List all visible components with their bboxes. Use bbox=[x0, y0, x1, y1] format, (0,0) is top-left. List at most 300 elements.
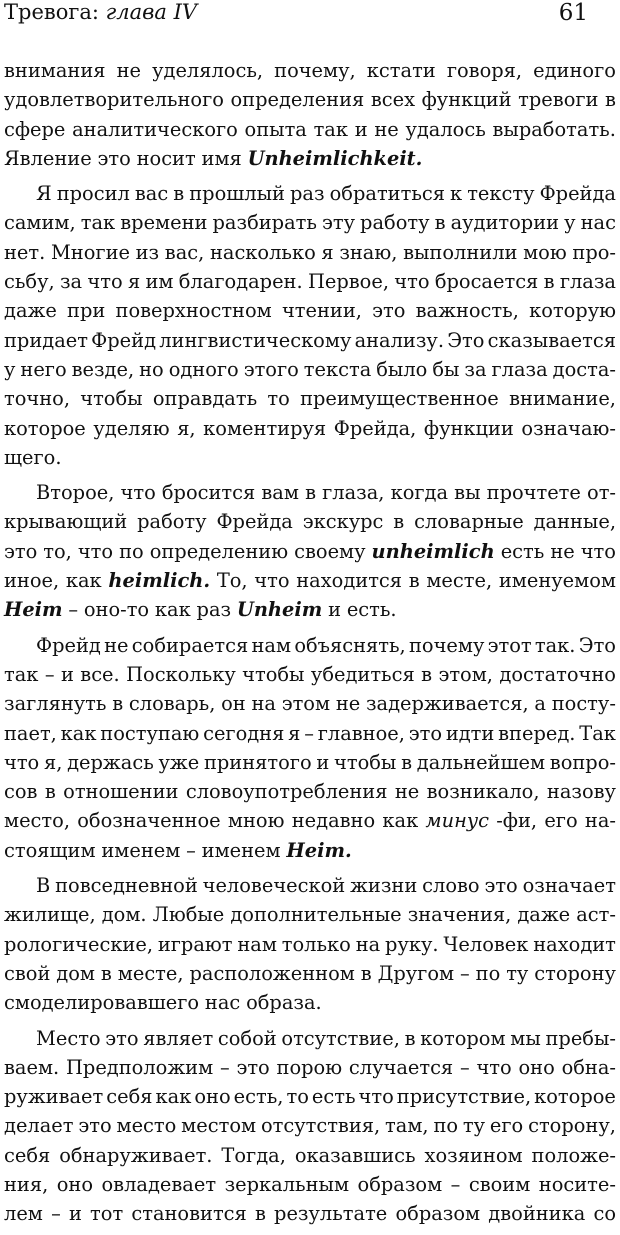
word: дальнейшем bbox=[416, 750, 546, 774]
word: только bbox=[281, 932, 351, 956]
text-line bbox=[4, 806, 616, 835]
word: минус bbox=[425, 809, 489, 833]
word: Unheimlichkeit. bbox=[247, 146, 423, 170]
word: – bbox=[186, 838, 196, 862]
word: своему bbox=[294, 539, 366, 563]
word: сторону bbox=[534, 961, 616, 985]
word: текста bbox=[303, 357, 372, 381]
word: нет. bbox=[4, 240, 46, 264]
word: сьбу, bbox=[4, 270, 55, 294]
word: за bbox=[59, 270, 83, 294]
word: в bbox=[393, 510, 405, 534]
word: есть. bbox=[346, 598, 397, 622]
word: объяснять, bbox=[294, 633, 406, 657]
word: назову bbox=[546, 780, 616, 804]
word: я bbox=[127, 270, 141, 294]
word: самим, bbox=[4, 211, 76, 235]
word: им bbox=[145, 270, 174, 294]
word: Фрейда bbox=[216, 510, 293, 534]
word: пребы- bbox=[545, 1026, 616, 1050]
word: Это bbox=[578, 633, 616, 657]
word: которое bbox=[4, 416, 86, 440]
word: я bbox=[321, 240, 334, 264]
word: есть bbox=[500, 539, 545, 563]
word: оправдать bbox=[152, 387, 258, 411]
word: тот bbox=[90, 1202, 124, 1226]
word: в bbox=[404, 1026, 416, 1050]
word: – bbox=[68, 598, 79, 622]
word: за bbox=[464, 357, 487, 381]
word: единого bbox=[533, 59, 616, 82]
text-line bbox=[4, 777, 616, 806]
word: нам bbox=[251, 633, 292, 657]
word: определению bbox=[149, 539, 289, 563]
word: этом bbox=[281, 692, 331, 716]
text-line bbox=[4, 208, 616, 237]
word: как bbox=[60, 721, 97, 745]
word: его bbox=[489, 1114, 524, 1138]
word: собирается bbox=[131, 633, 249, 657]
word: отношении bbox=[63, 780, 179, 804]
word: на bbox=[251, 692, 276, 716]
word: выработать. bbox=[492, 117, 616, 141]
word: стоящим bbox=[4, 838, 96, 862]
word: вопро- bbox=[549, 750, 616, 774]
word: а bbox=[534, 692, 546, 716]
word: место, bbox=[4, 809, 70, 833]
word: ту bbox=[462, 1114, 486, 1138]
word: от- bbox=[587, 481, 616, 505]
paragraph bbox=[4, 478, 616, 624]
word: чтении, bbox=[281, 299, 362, 323]
word: оно bbox=[518, 1055, 555, 1079]
word: В bbox=[36, 874, 51, 898]
word: щего. bbox=[4, 445, 62, 469]
word: разбирать bbox=[212, 211, 317, 235]
word: – bbox=[304, 721, 314, 745]
word: это bbox=[372, 299, 406, 323]
word: себя bbox=[4, 1143, 51, 1167]
word: удалось bbox=[405, 117, 486, 141]
word: просил bbox=[56, 182, 130, 206]
word: на- bbox=[584, 809, 616, 833]
word: в bbox=[605, 88, 616, 112]
word: выполнили bbox=[403, 240, 518, 264]
word: Фрейда bbox=[539, 182, 616, 206]
text-line bbox=[4, 144, 616, 173]
word: Я bbox=[36, 182, 52, 206]
word: Это bbox=[447, 328, 485, 352]
word: вас, bbox=[164, 240, 205, 264]
word: у bbox=[564, 211, 576, 235]
text-line bbox=[4, 566, 616, 595]
word: образа. bbox=[246, 991, 322, 1015]
word: аудитории bbox=[450, 211, 560, 235]
word: повседневной bbox=[55, 874, 198, 898]
word: оказавшись bbox=[294, 1143, 416, 1167]
word: насколько bbox=[209, 240, 316, 264]
word: важность, bbox=[415, 299, 519, 323]
text-line bbox=[4, 179, 616, 208]
word: порою bbox=[276, 1055, 343, 1079]
word: сов bbox=[4, 780, 38, 804]
word: знаю, bbox=[339, 240, 398, 264]
word: зеркальным bbox=[224, 1172, 350, 1196]
word: что bbox=[254, 569, 290, 593]
word: что bbox=[358, 1085, 394, 1109]
word: и bbox=[316, 750, 330, 774]
word: удовлетворительного bbox=[4, 88, 224, 112]
word: обна- bbox=[561, 1055, 616, 1079]
word: коментируя bbox=[203, 416, 327, 440]
word: то bbox=[286, 1085, 309, 1109]
word: прочтете bbox=[486, 481, 581, 505]
text-line bbox=[4, 56, 616, 85]
text-line bbox=[4, 1199, 616, 1228]
word: не bbox=[394, 780, 420, 804]
word: что bbox=[476, 1055, 512, 1079]
word: Любые bbox=[152, 903, 225, 927]
word: Unheim bbox=[236, 598, 323, 622]
word: нас bbox=[580, 211, 616, 235]
word: этом, bbox=[438, 662, 493, 686]
word: нам bbox=[237, 932, 277, 956]
word: доста- bbox=[552, 357, 616, 381]
text-line bbox=[4, 478, 616, 507]
word: месте, bbox=[117, 961, 184, 985]
word: говоря, bbox=[446, 59, 523, 82]
word: заглянуть bbox=[4, 692, 107, 716]
text-line bbox=[4, 660, 616, 689]
text-line bbox=[4, 1111, 616, 1140]
word: – bbox=[44, 662, 55, 686]
word: всех bbox=[370, 88, 416, 112]
text-line bbox=[4, 1024, 616, 1053]
word: жизни bbox=[350, 874, 418, 898]
word: это bbox=[408, 721, 442, 745]
word: что bbox=[394, 270, 430, 294]
word: бросается bbox=[434, 270, 539, 294]
word: то, bbox=[43, 539, 72, 563]
word: вперед. bbox=[498, 721, 576, 745]
word: сфере bbox=[4, 117, 66, 141]
word: присутствие, bbox=[396, 1085, 532, 1109]
word: в bbox=[401, 750, 413, 774]
text-line bbox=[4, 689, 616, 718]
word: Многие bbox=[50, 240, 130, 264]
word: – bbox=[219, 1055, 230, 1079]
word: про- bbox=[572, 240, 616, 264]
word: нас bbox=[204, 991, 241, 1015]
word: Тогда, bbox=[221, 1143, 286, 1167]
word: рологические, bbox=[4, 932, 153, 956]
word: которое bbox=[534, 1085, 616, 1109]
text-line bbox=[4, 1053, 616, 1082]
word: и bbox=[354, 117, 368, 141]
word: чтобы bbox=[242, 662, 305, 686]
word: я, bbox=[177, 416, 196, 440]
text-line bbox=[4, 988, 616, 1017]
word: определения bbox=[230, 88, 365, 112]
word: есть bbox=[311, 1085, 356, 1109]
text-line bbox=[4, 631, 616, 660]
word: Heim. bbox=[286, 838, 352, 862]
text-line bbox=[4, 719, 616, 748]
word: оно-то bbox=[83, 598, 150, 622]
word: что bbox=[4, 750, 40, 774]
word: находится bbox=[296, 569, 403, 593]
text-line bbox=[4, 748, 616, 777]
word: руку. bbox=[385, 932, 439, 956]
word: это bbox=[78, 1114, 112, 1138]
word: и bbox=[328, 598, 341, 622]
word: лем bbox=[4, 1202, 43, 1226]
word: это bbox=[4, 539, 38, 563]
word: Фрейда, bbox=[333, 416, 417, 440]
word: вам bbox=[261, 481, 299, 505]
word: почему bbox=[408, 633, 485, 657]
word: мною bbox=[227, 809, 285, 833]
word: со bbox=[593, 1202, 616, 1226]
word: глаза, bbox=[322, 481, 385, 505]
word: как bbox=[155, 1085, 192, 1109]
text-line bbox=[4, 85, 616, 114]
word: и bbox=[60, 662, 74, 686]
word: руживает bbox=[4, 1085, 104, 1109]
word: везде, bbox=[71, 357, 135, 381]
word: было bbox=[376, 357, 428, 381]
page-header bbox=[0, 0, 620, 44]
word: так bbox=[313, 117, 348, 141]
word: при bbox=[67, 299, 106, 323]
word: этот bbox=[487, 633, 532, 657]
word: делает bbox=[4, 1114, 74, 1138]
running-title bbox=[0, 0, 197, 23]
word: себя bbox=[106, 1085, 153, 1109]
word: достаточно bbox=[499, 662, 616, 686]
body-text bbox=[4, 56, 616, 1235]
word: по bbox=[433, 1114, 459, 1138]
word: точно, bbox=[4, 387, 70, 411]
word: ваем. bbox=[4, 1055, 60, 1079]
word: местом bbox=[181, 1114, 257, 1138]
word: почему, bbox=[274, 59, 356, 82]
word: Второе, bbox=[36, 481, 115, 505]
word: в bbox=[305, 481, 316, 505]
word: на bbox=[355, 932, 381, 956]
word: – bbox=[459, 1055, 470, 1079]
word: Поскольку bbox=[126, 662, 236, 686]
word: означаю- bbox=[521, 416, 616, 440]
word: двойника bbox=[488, 1202, 586, 1226]
word: человеческой bbox=[202, 874, 346, 898]
word: – bbox=[460, 961, 470, 985]
word: это bbox=[97, 146, 131, 170]
word: именем bbox=[201, 838, 281, 862]
word: преимущественное bbox=[300, 387, 499, 411]
running-title-italic: глава IV bbox=[105, 0, 198, 24]
word: к bbox=[450, 182, 463, 206]
word: что bbox=[120, 481, 156, 505]
word: дом bbox=[56, 961, 95, 985]
word: в bbox=[254, 1202, 266, 1226]
text-line bbox=[4, 1141, 616, 1170]
page-number: 61 bbox=[558, 0, 588, 26]
text-line bbox=[4, 836, 616, 865]
word: Фрейд bbox=[91, 328, 157, 352]
word: задерживается, bbox=[365, 692, 529, 716]
text-line bbox=[4, 267, 616, 296]
word: ту bbox=[506, 961, 529, 985]
word: я bbox=[288, 721, 301, 745]
word: дом. bbox=[101, 903, 147, 927]
word: имя bbox=[201, 146, 242, 170]
word: держась bbox=[67, 750, 154, 774]
word: тревоги bbox=[518, 88, 599, 112]
word: свой bbox=[4, 961, 51, 985]
word: кстати bbox=[366, 59, 436, 82]
word: уделяю bbox=[93, 416, 170, 440]
word: слово bbox=[422, 874, 480, 898]
text-line bbox=[4, 871, 616, 900]
word: отсутствия, bbox=[260, 1114, 381, 1138]
word: в bbox=[434, 211, 446, 235]
word: глаза bbox=[559, 270, 616, 294]
word: опыта bbox=[244, 117, 307, 141]
word: уделялось, bbox=[152, 59, 264, 82]
word: и bbox=[68, 1202, 82, 1226]
text-line bbox=[4, 507, 616, 536]
word: Другом bbox=[377, 961, 455, 985]
word: но bbox=[139, 357, 164, 381]
word: одного bbox=[168, 357, 239, 381]
word: прошлый bbox=[189, 182, 285, 206]
word: играют bbox=[157, 932, 233, 956]
word: образом bbox=[395, 1202, 481, 1226]
word: внимания bbox=[4, 59, 106, 82]
text-line bbox=[4, 238, 616, 267]
word: лингвистическому bbox=[159, 328, 352, 352]
text-line bbox=[4, 959, 616, 988]
word: там, bbox=[385, 1114, 429, 1138]
word: придает bbox=[4, 328, 88, 352]
word: в bbox=[421, 662, 433, 686]
word: пает, bbox=[4, 721, 57, 745]
word: то bbox=[267, 387, 290, 411]
word: функций bbox=[421, 88, 512, 112]
word: не bbox=[374, 117, 399, 141]
word: этого bbox=[243, 357, 299, 381]
word: жилище, bbox=[4, 903, 96, 927]
word: это bbox=[236, 1055, 270, 1079]
word: Явление bbox=[4, 146, 92, 170]
text-line bbox=[4, 595, 616, 624]
word: бы bbox=[432, 357, 460, 381]
word: есть, bbox=[233, 1085, 284, 1109]
word: иное, bbox=[4, 569, 60, 593]
word: в bbox=[173, 182, 185, 206]
word: овладевает bbox=[101, 1172, 217, 1196]
word: эту bbox=[321, 211, 355, 235]
word: чтобы bbox=[80, 387, 143, 411]
word: все. bbox=[80, 662, 120, 686]
word: являет bbox=[143, 1026, 214, 1050]
word: место bbox=[116, 1114, 177, 1138]
paragraph bbox=[4, 56, 616, 173]
word: случается bbox=[348, 1055, 454, 1079]
word: словоупотребления bbox=[185, 780, 388, 804]
text-line bbox=[4, 414, 616, 443]
word: уже bbox=[158, 750, 200, 774]
word: идти bbox=[445, 721, 495, 745]
word: как bbox=[65, 569, 102, 593]
word: глаза bbox=[491, 357, 548, 381]
word: – bbox=[51, 1202, 61, 1226]
word: в bbox=[543, 270, 555, 294]
paragraph bbox=[4, 1024, 616, 1229]
word: функции bbox=[423, 416, 514, 440]
word: heimlich. bbox=[108, 569, 211, 593]
word: в bbox=[360, 961, 372, 985]
word: чтобы bbox=[334, 750, 397, 774]
word: дополнительные bbox=[230, 903, 402, 927]
word: поверхностном bbox=[115, 299, 272, 323]
word: сказывается bbox=[487, 328, 616, 352]
word: раз bbox=[196, 598, 232, 622]
word: данные, bbox=[533, 510, 616, 534]
word: экскурс bbox=[302, 510, 384, 534]
word: оно bbox=[194, 1085, 231, 1109]
word: словарные bbox=[414, 510, 524, 534]
word: результате bbox=[274, 1202, 388, 1226]
word: Предположим bbox=[66, 1055, 214, 1079]
word: что bbox=[87, 270, 123, 294]
word: внимание, bbox=[509, 387, 616, 411]
word: работу bbox=[360, 211, 430, 235]
word: расположенном bbox=[189, 961, 355, 985]
paragraph bbox=[4, 631, 616, 865]
word: главное, bbox=[317, 721, 405, 745]
word: находит bbox=[533, 932, 616, 956]
word: даже bbox=[517, 903, 571, 927]
word: крывающий bbox=[4, 510, 128, 534]
word: посту- bbox=[551, 692, 616, 716]
text-line bbox=[4, 296, 616, 325]
text-line bbox=[4, 326, 616, 355]
text-line bbox=[4, 355, 616, 384]
word: значения, bbox=[407, 903, 512, 927]
text-line bbox=[4, 1082, 616, 1111]
word: в bbox=[408, 569, 420, 593]
text-line bbox=[4, 1170, 616, 1199]
word: положе- bbox=[531, 1143, 616, 1167]
word: поступаю bbox=[100, 721, 200, 745]
text-line bbox=[4, 900, 616, 929]
word: не bbox=[104, 633, 129, 657]
word: хозяином bbox=[424, 1143, 523, 1167]
word: отсутствие, bbox=[281, 1026, 400, 1050]
word: Человек bbox=[443, 932, 529, 956]
word: именем bbox=[101, 838, 181, 862]
word: месте, bbox=[426, 569, 493, 593]
word: его bbox=[544, 809, 578, 833]
word: сегодня bbox=[203, 721, 285, 745]
word: обратиться bbox=[329, 182, 445, 206]
word: аст- bbox=[576, 903, 616, 927]
word: именуемом bbox=[498, 569, 616, 593]
word: словарь, bbox=[128, 692, 216, 716]
word: Так bbox=[579, 721, 616, 745]
